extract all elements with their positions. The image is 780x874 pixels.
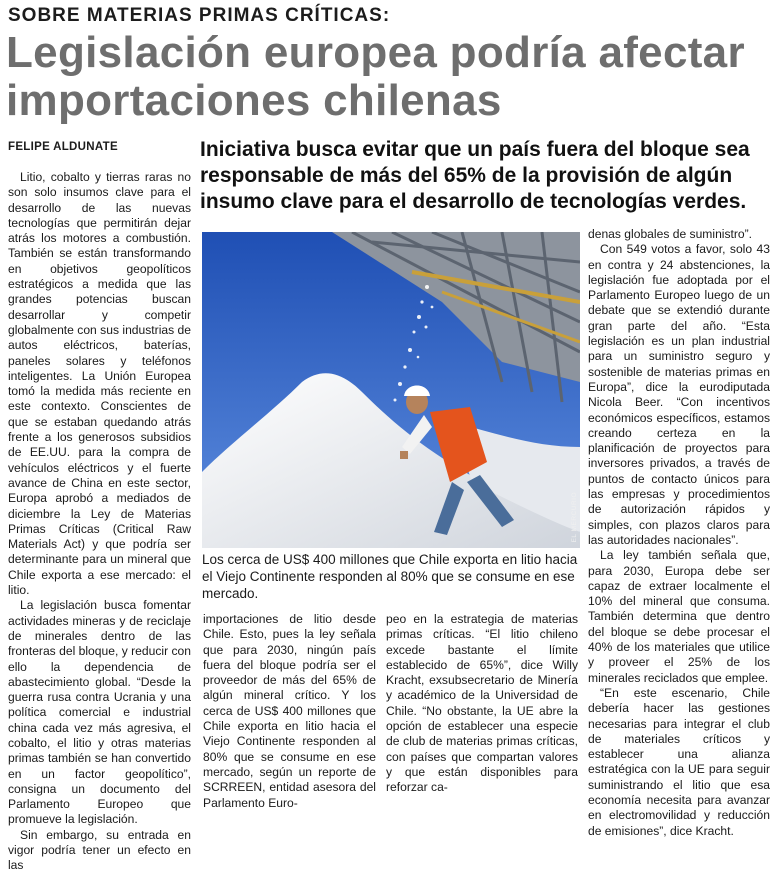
paragraph: La ley también señala que, para 2030, Europa debe ser capaz de extraer localmente el 10% del mineral que consuma. También determina que dentro del bloque se debe procesar el 40% de los materiales que utilice y proveer el 25% de los minerales reciclados que emplee. <box>588 548 770 685</box>
paragraph: peo en la estrategia de materias primas críticas. “El litio chileno excede bastante el límite establecido de 65%”, dice Willy Kracht, exsubsecretario de Minería y académico de la Universidad de Chile. “No obstante, la UE abre la opción de establecer una especie de club de materias primas críticas, con países que compartan valores y que están disponibles para reforzar ca- <box>386 612 578 795</box>
photo-credit: EL MERCURIO <box>571 491 578 542</box>
body-column-1 <box>8 170 191 874</box>
paragraph: La legislación busca fomentar actividades mineras y de reciclaje de minerales dentro de las fronteras del bloque, y reducir con ello la dependencia de abastecimiento global. “Desde la guerra rusa contra Ucrania y una política comercial e industrial china cada vez más agresiva, el cobalto, el litio y otras materias primas también se han convertido en un factor geopolítico”, consigna un documento del Parlamento Europeo que promueve la legislación. <box>8 598 191 827</box>
lithium-photo <box>202 232 580 548</box>
photo-caption: Los cerca de US$ 400 millones que Chile exporta en litio hacia el Viejo Continente responden al 80% que se consume en ese mercado. <box>202 552 578 601</box>
deck: Iniciativa busca evitar que un país fuera del bloque sea responsable de más del 65% de la provisión de algún insumo clave para el desarrollo de tecnologías verdes. <box>200 138 750 213</box>
paragraph: Litio, cobalto y tierras raras no son solo insumos clave para el desarrollo de las nuevas tecnologías que permitirán dejar atrás los motores a combustión. También se están transformando en objetivos geopolíticos estratégicos a medida que las grandes potencias buscan desarrollar y competir globalmente con sus industrias de autos eléctricos, baterías, paneles solares y teléfonos inteligentes. La Unión Europea tomó la medida más reciente en este contexto. Conscientes de que se estaban quedando atrás frente a los generosos subsidios de EE.UU. para la compra de vehículos eléctricos y el fuerte avance de China en este sector, Europa aprobó a mediados de diciembre la Ley de Materias Primas Críticas (Critical Raw Materials Act) y que podría ser determinante para un mineral que Chile exporta a ese mercado: el litio. <box>8 170 191 598</box>
photo-illustration <box>202 232 580 548</box>
paragraph: importaciones de litio desde Chile. Esto, pues la ley señala que para 2030, ningún país fuera del bloque podría ser el proveedor de más del 65% de algún mineral crítico. Y los cerca de US$ 400 millones que Chile exporta en litio hacia el Viejo Continente responden al 80% que se consume en ese mercado, según un reporte de SCRREEN, entidad asesora del Parlamento Euro- <box>203 612 376 810</box>
paragraph: Sin embargo, su entrada en vigor podría tener un efecto en las <box>8 827 191 873</box>
body-column-4 <box>588 227 770 839</box>
paragraph: “En este escenario, Chile debería hacer las gestiones necesarias para integrar el club de materiales críticos y establecer una alianza estratégica con la UE para seguir suministrando el litio que esa economía necesita para avanzar en electromovilidad y reducción de emisiones”, dice Kracht. <box>588 685 770 838</box>
paragraph: Con 549 votos a favor, solo 43 en contra y 24 abstenciones, la legislación fue adoptada por el Parlamento Europeo luego de un debate que se extendió durante gran parte del año. “Esta legislación es un plan industrial para un suministro seguro y sostenible de materias primas en Europa”, dice la eurodiputada Nicola Beer. “Con incentivos económicos específicos, estamos creando certeza en la planificación de proyectos para inversores privados, a través de puntos de contacto únicos para las empresas y procedimientos de autorización rápidos y simples, con plazos claros para las autoridades nacionales”. <box>588 242 770 547</box>
headline: Legislación europea podría afectar importaciones chilenas <box>6 28 745 125</box>
body-column-3 <box>386 612 578 796</box>
paragraph: denas globales de suministro”. <box>588 227 753 241</box>
kicker: SOBRE MATERIAS PRIMAS CRÍTICAS: <box>8 5 391 26</box>
body-column-2 <box>203 612 376 811</box>
byline: FELIPE ALDUNATE <box>8 141 118 153</box>
